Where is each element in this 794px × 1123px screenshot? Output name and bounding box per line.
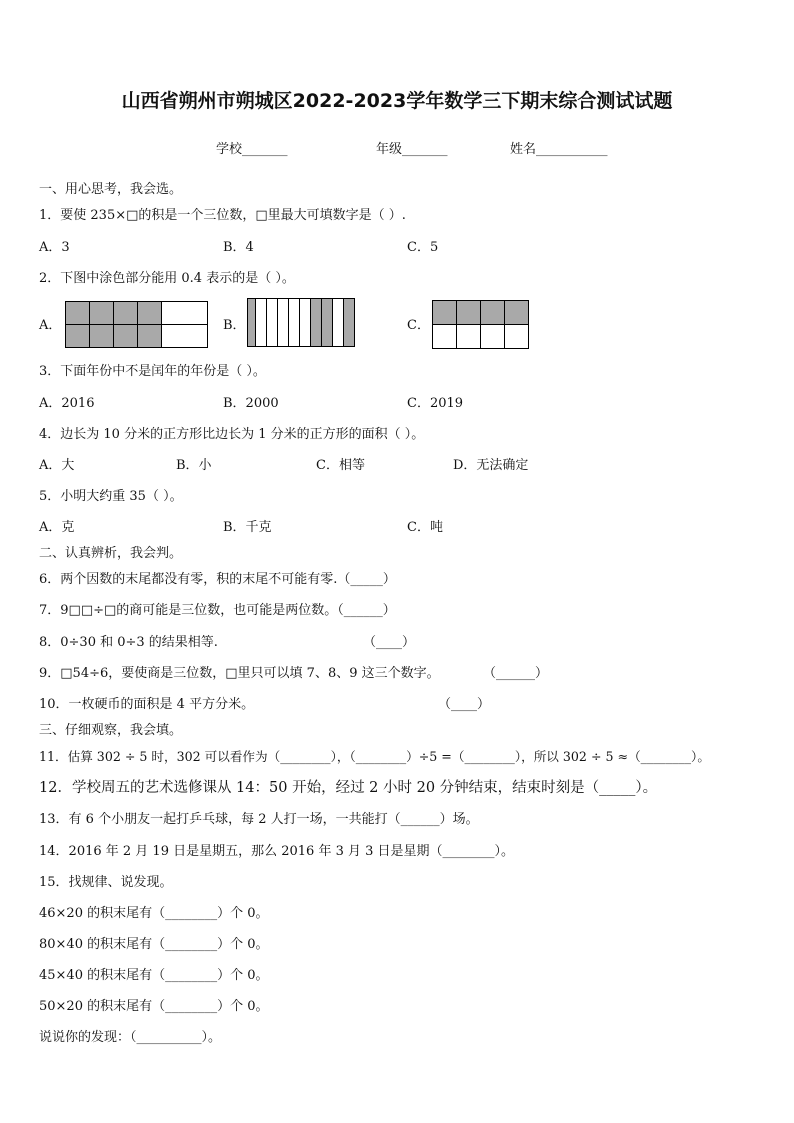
q5-option-a: A．克 — [39, 520, 75, 535]
question-9: 9．□54÷6，要使商是三位数，□里只可以填 7、8、9 这三个数字。 — [39, 666, 440, 681]
school-field: 学校_______ — [216, 142, 288, 157]
q5-option-c: C．吨 — [407, 520, 443, 535]
question-4: 4．边长为 10 分米的正方形比边长为 1 分米的正方形的面积（ ）。 — [39, 427, 425, 442]
figure-a-cell — [162, 325, 208, 348]
figure-c-cell — [481, 325, 505, 349]
q2-option-b: B． — [223, 318, 246, 333]
figure-b-strip — [248, 299, 256, 347]
figure-b-strip — [311, 299, 322, 347]
q1-option-a: A．3 — [39, 240, 70, 255]
q15-line-3: 45×40 的积末尾有（________）个 0。 — [39, 968, 269, 983]
figure-b-strip — [256, 299, 267, 347]
q15-line-4: 50×20 的积末尾有（________）个 0。 — [39, 999, 269, 1014]
figure-a-cell — [66, 302, 90, 325]
grade-field: 年级_______ — [376, 142, 448, 157]
section-2-heading: 二、认真辨析，我会判。 — [39, 546, 183, 561]
figure-a-cell — [138, 302, 162, 325]
question-11: 11．估算 302 ÷ 5 时，302 可以看作为（________），（________）÷5 =（________），所以 302 ÷ 5 ≈（________）。 — [39, 749, 710, 764]
figure-c-cell — [481, 301, 505, 325]
q1-option-c: C．5 — [407, 240, 439, 255]
section-3-heading: 三、仔细观察，我会填。 — [39, 723, 183, 738]
figure-b-strip — [300, 299, 311, 347]
figure-c-cell — [457, 325, 481, 349]
figure-b-strip — [267, 299, 278, 347]
question-15: 15．找规律、说发现。 — [39, 875, 173, 890]
figure-c-cell — [457, 301, 481, 325]
q15-line-1: 46×20 的积末尾有（________）个 0。 — [39, 906, 269, 921]
figure-c-grid — [432, 300, 529, 350]
q2-option-c: C． — [407, 318, 430, 333]
q2-option-a: A． — [39, 318, 62, 333]
figure-c-cell — [505, 325, 529, 349]
section-1-heading: 一、用心思考，我会选。 — [39, 182, 183, 197]
figure-b-strip — [278, 299, 289, 347]
figure-a-cell — [114, 302, 138, 325]
figure-b-strip — [289, 299, 300, 347]
figure-a-cell — [162, 302, 208, 325]
question-14: 14．2016 年 2 月 19 日是星期五，那么 2016 年 3 月 3 日是星期（________）。 — [39, 844, 515, 859]
q3-option-b: B．2000 — [223, 396, 279, 411]
question-3: 3．下面年份中不是闰年的年份是（ ）。 — [39, 364, 266, 379]
q4-option-b: B．小 — [176, 458, 212, 473]
q15-discovery: 说说你的发现：（__________）。 — [39, 1030, 222, 1045]
figure-b-strip — [344, 299, 355, 347]
question-12: 12．学校周五的艺术选修课从 14：50 开始，经过 2 小时 20 分钟结束，结束时刻是（_____）。 — [39, 780, 658, 796]
question-13: 13．有 6 个小朋友一起打乒乓球，每 2 人打一场，一共能打（______）场。 — [39, 812, 479, 827]
question-6: 6．两个因数的末尾都没有零，积的末尾不可能有零.（_____） — [39, 572, 396, 587]
figure-a-cell — [90, 325, 114, 348]
question-5: 5．小明大约重 35（ ）。 — [39, 489, 183, 504]
question-8: 8．0÷30 和 0÷3 的结果相等. — [39, 635, 218, 650]
figure-c-cell — [433, 301, 457, 325]
q1-option-b: B．4 — [223, 240, 254, 255]
figure-a-cell — [138, 325, 162, 348]
figure-b-strips — [247, 298, 363, 348]
question-1: 1．要使 235×□的积是一个三位数，□里最大可填数字是（ ）. — [39, 208, 406, 223]
question-7: 7．9□□÷□的商可能是三位数，也可能是两位数。（______） — [39, 603, 396, 618]
figure-b-strip — [322, 299, 333, 347]
q9-answer-blank: （______） — [483, 666, 549, 681]
q4-option-a: A．大 — [39, 458, 75, 473]
q15-line-2: 80×40 的积末尾有（________）个 0。 — [39, 937, 269, 952]
q3-option-a: A．2016 — [39, 396, 95, 411]
figure-a-cell — [66, 325, 90, 348]
q8-answer-blank: （____） — [363, 635, 416, 650]
figure-c-cell — [433, 325, 457, 349]
figure-c-cell — [505, 301, 529, 325]
name-field: 姓名___________ — [510, 142, 608, 157]
q10-answer-blank: （____） — [438, 697, 491, 712]
q5-option-b: B．千克 — [223, 520, 272, 535]
q4-option-d: D．无法确定 — [453, 458, 529, 473]
page-title: 山西省朔州市朔城区2022-2023学年数学三下期末综合测试试题 — [121, 90, 673, 112]
question-2: 2．下图中涂色部分能用 0.4 表示的是（ ）。 — [39, 271, 295, 286]
question-10: 10．一枚硬币的面积是 4 平方分米。 — [39, 697, 255, 712]
figure-a-cell — [114, 325, 138, 348]
q3-option-c: C．2019 — [407, 396, 464, 411]
figure-b-strip — [333, 299, 344, 347]
figure-a-grid — [65, 301, 209, 349]
q4-option-c: C．相等 — [316, 458, 365, 473]
figure-a-cell — [90, 302, 114, 325]
